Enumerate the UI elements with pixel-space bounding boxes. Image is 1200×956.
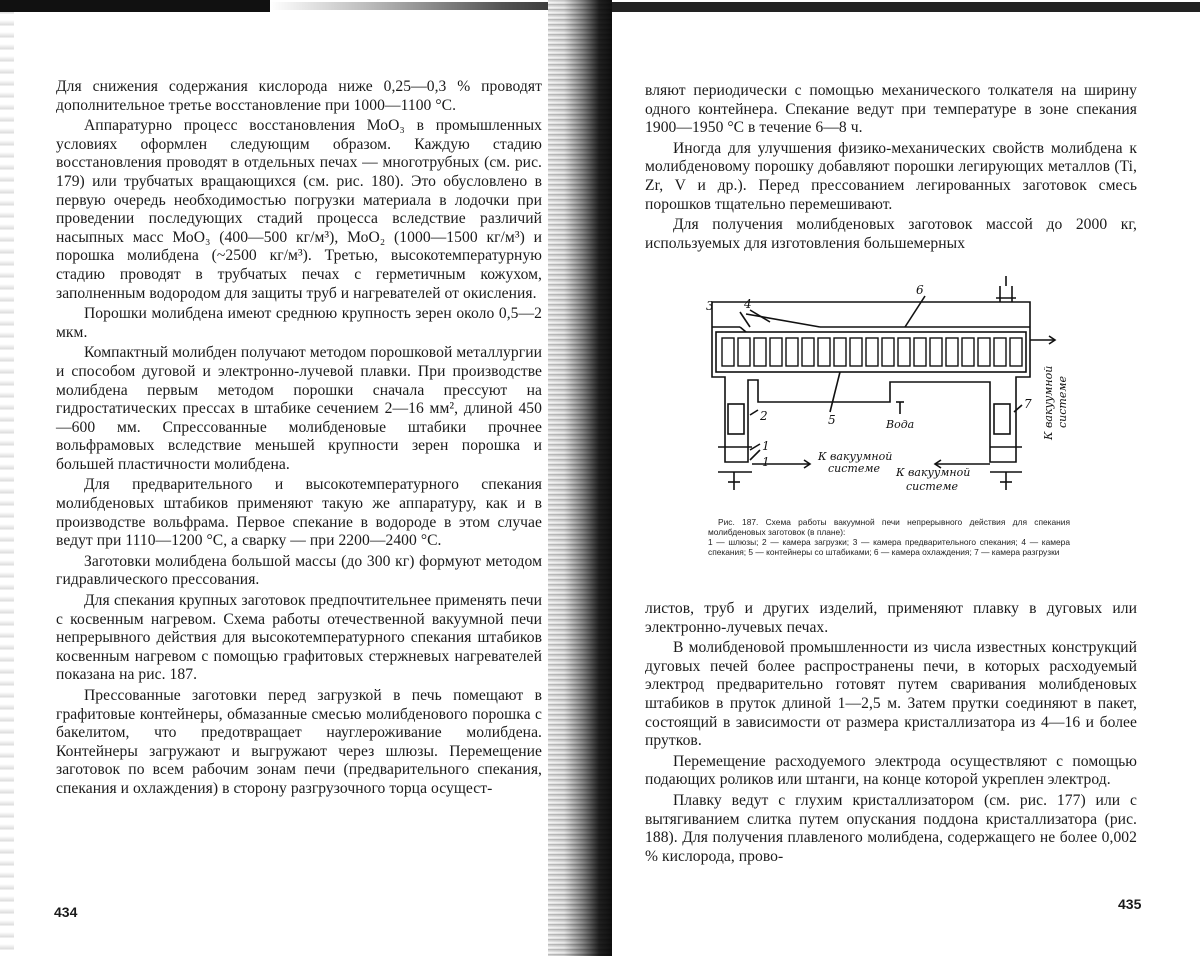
- figure-caption-title: Рис. 187. Схема работы вакуумной печи непрерывного действия для спекания молибденовых заготовок (в плане):: [708, 517, 1070, 537]
- label-3: 3: [706, 299, 714, 313]
- unloading-chamber-container: [994, 404, 1010, 434]
- right-paragraph-3: Для получения молибденовых заготовок массой до 2000 кг, используемых для изготовления большемерных: [645, 216, 1137, 252]
- right-paragraph-7: Плавку ведут с глухим кристаллизатором (см. рис. 177) или с вытягиванием слитка путем опускания поддона кристаллизатора (рис. 188). Для получения плавленого молибдена, содержащего не более 0,002 % кислорода, прово-: [645, 791, 1137, 865]
- label-6: 6: [916, 283, 924, 297]
- page-edge-left: [0, 0, 14, 956]
- right-paragraph-2: Иногда для улучшения физико-механических свойств молибдена к молибденовому порошку добавляют порошки легирующих металлов (Ti, Zr, V и др.). Перед прессованием легированных заготовок смесь порошков тщательно перемешивают.: [645, 139, 1137, 213]
- scan-border-top-right: [610, 2, 1200, 12]
- furnace-outline: [712, 302, 1030, 462]
- label-2: 2: [760, 409, 768, 423]
- containers-row: [722, 338, 1022, 366]
- label-4: 4: [744, 297, 752, 311]
- left-paragraph-2: Аппаратурно процесс восстановления МоО₃ в промышленных условиях оформлен следующим образом. Каждую стадию восстановления проводят в отдельных печах — многотрубных (см. рис. 179) или трубчатых вращающихся (см. рис. 180). Это обусловлено в первую очередь необходимостью погрузки материала в лодочки при проведении последующих стадий процесса вследствие различий насыпных масс МоО₃ (400—500 кг/м³), МоО₂ (1000—1500 кг/м³) и порошка молибдена (~2500 кг/м³). Третью, высокотемпературную стадию проводят в трубчатых печах с герметичным кожухом, заполненным водородом для защиты труб и нагревателей от окисления.: [56, 117, 542, 302]
- label-7: 7: [1024, 397, 1032, 411]
- book-spine-shadow: [548, 0, 612, 956]
- right-paragraph-4: листов, труб и других изделий, применяют плавку в дуговых или электронно-лучевых печах.: [645, 600, 1137, 636]
- label-vacuum-right-2: системе: [1056, 376, 1069, 428]
- figure-187-furnace-diagram: [700, 272, 1072, 522]
- label-vacuum-right-1: К вакуумной: [1042, 365, 1055, 440]
- left-paragraph-7: Для спекания крупных заготовок предпочтительнее применять печи с косвенным нагревом. Схема работы отечественной вакуумной печи непрерывного действия для высокотемпературного спекания штабиков косвенным нагревом с помощью графитовых стержневых нагревателей показана на рис. 187.: [56, 592, 542, 684]
- left-paragraph-6: Заготовки молибдена большой массы (до 300 кг) формуют методом гидравлического прессования.: [56, 552, 542, 589]
- right-page-text-top: [645, 82, 1137, 253]
- right-page-text-bottom: [645, 600, 1137, 866]
- loading-chamber-container: [728, 404, 744, 434]
- left-paragraph-3: Порошки молибдена имеют среднюю крупность зерен около 0,5—2 мкм.: [56, 305, 542, 341]
- figure-caption-legend: 1 — шлюзы; 2 — камера загрузки; 3 — камера предварительного спекания; 4 — камера спекания; 5 — контейнеры со штабиками; 6 — камера охлаждения; 7 — камера разгрузки: [708, 537, 1070, 557]
- right-paragraph-1: вляют периодически с помощью механического толкателя на ширину одного контейнера. Спекание ведут при температуре в зоне спекания 1900—1950 °С в течение 6—8 ч.: [645, 82, 1137, 137]
- left-paragraph-5: Для предварительного и высокотемпературного спекания молибденовых штабиков применяют такую же аппаратуру, как и в производстве вольфрама. Первое спекание в водороде в этом случае ведут при 1110—1200 °С, а сварку — при 2200—2400 °С.: [56, 476, 542, 550]
- figure-caption: [708, 517, 1070, 557]
- label-vacuum-center-1: К вакуумной: [896, 466, 971, 479]
- label-vacuum-left-2: системе: [828, 462, 880, 475]
- label-vacuum-center-2: системе: [906, 480, 958, 493]
- page-number-right: 435: [1118, 896, 1142, 912]
- label-5: 5: [828, 413, 836, 427]
- page-number-left: 434: [54, 904, 78, 920]
- label-water: Вода: [886, 418, 915, 431]
- left-page-text: [56, 78, 542, 799]
- label-1-upper: 1: [762, 439, 770, 453]
- left-paragraph-4: Компактный молибден получают методом порошковой металлургии и способом дуговой и электронно-лучевой плавки. При производстве молибдена первым методом порошки сначала прессуют на гидростатических прессах в штабике сечением 2—16 мм², длиной 450—600 мм. Спрессованные молибденовые штабики прочнее вольфрамовых вследствие меньшей крупности зерен порошка и большей пластичности молибдена.: [56, 344, 542, 473]
- label-1-lower: 1: [762, 455, 770, 469]
- right-paragraph-5: В молибденовой промышленности из числа известных конструкций дуговых печей более распространены печи, в которых расходуемый электрод предварительно готовят путем сваривания молибденовых штабиков в пруток длиной 1—2,5 м. Затем прутки соединяют в пакет, состоящий в зависимости от размера кристаллизатора из 4—16 и более прутков.: [645, 639, 1137, 750]
- right-paragraph-6: Перемещение расходуемого электрода осуществляют с помощью подающих роликов или штанги, на конце которой укреплен электрод.: [645, 752, 1137, 789]
- left-paragraph-1: Для снижения содержания кислорода ниже 0,25—0,3 % проводят дополнительное третье восстановление при 1000—1100 °С.: [56, 78, 542, 114]
- left-paragraph-8: Прессованные заготовки перед загрузкой в печь помещают в графитовые контейнеры, обмазанные смесью молибденового порошка с бакелитом, что предотвращает науглероживание молибдена. Контейнеры загружают и выгружают через шлюзы. Перемещение заготовок по всем рабочим зонам печи (предварительного спекания, спекания и охлаждения) в сторону разгрузочного торца осущест-: [56, 687, 542, 797]
- scan-border-top-left: [0, 0, 270, 12]
- label-vacuum-left-1: К вакуумной: [818, 450, 893, 463]
